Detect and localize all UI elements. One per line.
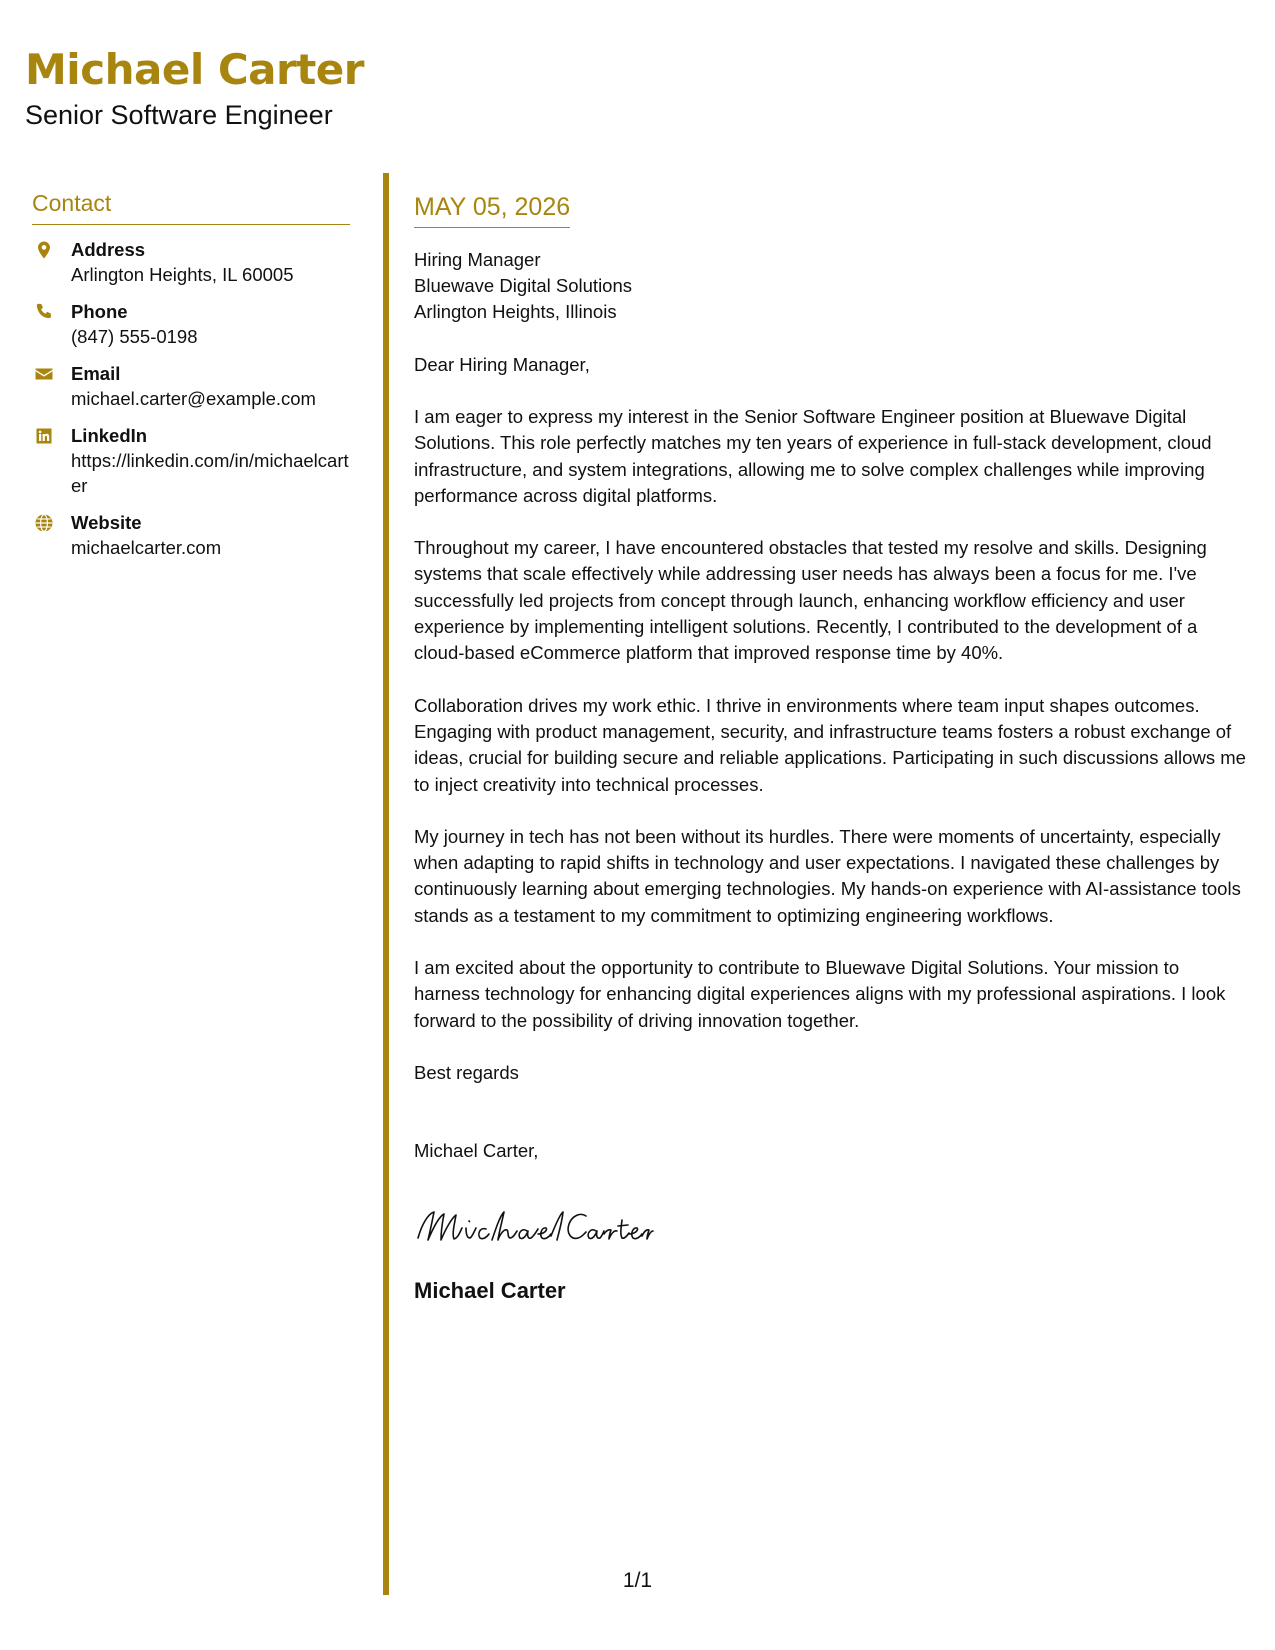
recipient-location: Arlington Heights, Illinois xyxy=(414,301,617,322)
contact-item-website xyxy=(32,510,350,560)
contact-label: Phone xyxy=(71,301,128,322)
contact-label: Website xyxy=(71,512,142,533)
contact-item-linkedin xyxy=(32,423,350,498)
job-title: Senior Software Engineer xyxy=(25,100,333,130)
recipient-company: Bluewave Digital Solutions xyxy=(414,275,633,296)
contact-value: Arlington Heights, IL 60005 xyxy=(71,264,294,285)
contact-value: https://linkedin.com/in/michaelcarter xyxy=(71,450,349,496)
handwritten-signature xyxy=(414,1204,654,1249)
body-paragraph: Collaboration drives my work ethic. I thrive in environments where team input shapes outcomes. Engaging with product management, security, and infrastructure teams fosters a robust exchange of ideas, crucial for building secure and reliable applications. Participating in such discussions allows me to inject creativity into technical processes. xyxy=(414,694,1246,795)
contact-item-email xyxy=(32,361,350,411)
contact-label: Email xyxy=(71,363,121,384)
envelope-icon xyxy=(34,364,54,384)
recipient-block xyxy=(414,247,1249,325)
closing: Best regards xyxy=(414,1061,519,1083)
page-number: 1/1 xyxy=(622,1569,653,1592)
contact-item-phone xyxy=(32,299,350,349)
body-paragraph: Throughout my career, I have encountered obstacles that tested my resolve and skills. Designing systems that scale effectively while addressing user needs has always been a focus for me. I've successfully led projects from concept through launch, enhancing workflow efficiency and user experience by implementing intelligent solutions. Recently, I contributed to the development of a cloud-based eCommerce platform that improved response time by 40%. xyxy=(414,537,1207,664)
contact-value: michaelcarter.com xyxy=(71,537,222,558)
contact-value: michael.carter@example.com xyxy=(71,388,316,409)
salutation: Dear Hiring Manager, xyxy=(414,354,590,375)
recipient-title: Hiring Manager xyxy=(414,249,541,270)
linkedin-icon xyxy=(34,426,54,446)
map-pin-icon xyxy=(34,240,54,260)
body-paragraph: I am excited about the opportunity to contribute to Bluewave Digital Solutions. Your mission to harness technology for enhancing digital experiences aligns with my professional aspirations. I look forward to the possibility of driving innovation together. xyxy=(414,957,1226,1031)
globe-icon xyxy=(34,513,54,533)
contact-item-address xyxy=(32,237,350,287)
letter-date: MAY 05, 2026 xyxy=(414,190,570,228)
letter-body xyxy=(414,190,1249,1305)
contact-label: LinkedIn xyxy=(71,425,148,446)
contact-label: Address xyxy=(71,239,146,260)
body-paragraph: My journey in tech has not been without its hurdles. There were moments of uncertainty, especially when adapting to rapid shifts in technology and user expectations. I navigated these challenges by continuously learning about emerging technologies. My hands-on experience with AI-assistance tools stands as a testament to my commitment to optimizing engineering workflows. xyxy=(414,825,1241,926)
body-paragraph: I am eager to express my interest in the Senior Software Engineer position at Bluewave Digital Solutions. This role perfectly matches my ten years of experience in full-stack development, cloud infrastructure, and system integrations, allowing me to solve complex challenges while improving performance across digital platforms. xyxy=(414,406,1212,506)
contact-sidebar xyxy=(32,188,350,572)
signer-name: Michael Carter xyxy=(414,1277,566,1303)
contact-value: (847) 555-0198 xyxy=(71,326,198,347)
vertical-divider xyxy=(383,173,389,1595)
signoff-name: Michael Carter, xyxy=(414,1139,539,1161)
contact-heading: Contact xyxy=(32,188,350,225)
applicant-name: Michael Carter xyxy=(25,45,364,94)
phone-icon xyxy=(34,302,54,322)
